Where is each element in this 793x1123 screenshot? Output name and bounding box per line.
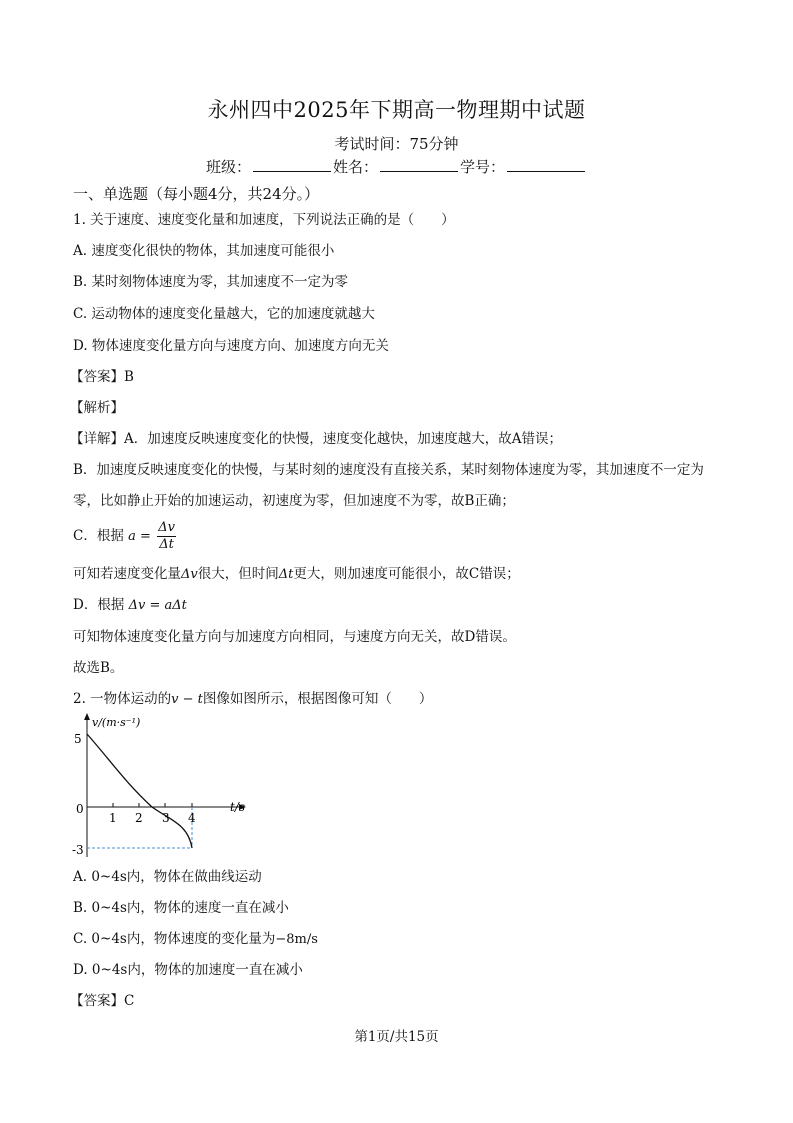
x-tick-label: 4 [188, 811, 196, 825]
q2-option-a: A. 0~4s内，物体在做曲线运动 [73, 869, 262, 885]
text-span: C. 0~4s内，物体速度的变化量为 [73, 931, 276, 947]
x-tick-label: 1 [109, 811, 117, 825]
q1-answer: 【答案】B [70, 369, 134, 385]
q1-option-c: C. 运动物体的速度变化量越大，它的加速度就越大 [73, 306, 375, 322]
vt-symbol: v − t [171, 692, 203, 707]
text-span: 可知若速度变化量 [73, 566, 181, 582]
text-span: D．根据 [73, 597, 125, 613]
x-tick-label: 3 [162, 811, 170, 825]
text-span: 2. 一物体运动的 [73, 691, 172, 707]
name-label: 姓名： [332, 158, 378, 176]
q1-detail-b2: 零，比如静止开始的加速运动，初速度为零，但加速度不为零，故B正确； [73, 493, 515, 509]
delta-v: Δv [181, 567, 198, 582]
q1-detail-c [73, 520, 176, 553]
q1-option-b: B. 某时刻物体速度为零，其加速度不一定为零 [73, 274, 349, 290]
student-info-line [0, 156, 793, 177]
section-heading: 一、单选题（每小题4分，共24分。） [73, 185, 320, 203]
id-label: 学号： [460, 158, 506, 176]
y-axis-label: v/(m·s⁻¹) [92, 716, 141, 729]
q2-option-c [73, 929, 318, 950]
vt-graph [70, 712, 260, 860]
formula-numerator: Δv [158, 520, 175, 535]
q1-option-a: A. 速度变化很快的物体，其加速度可能很小 [73, 243, 335, 259]
y-tick-label: 0 [76, 802, 84, 816]
x-axis-label: t/s [230, 800, 246, 814]
x-tick-label: 2 [135, 811, 143, 825]
q1-option-d: D. 物体速度变化量方向与速度方向、加速度方向无关 [73, 338, 389, 354]
name-blank [380, 157, 458, 172]
q2-stem [73, 689, 432, 710]
q1-detail-a: 【详解】A．加速度反映速度变化的快慢，速度变化越快，加速度越大，故A错误； [70, 431, 562, 447]
y-tick-label: -3 [72, 843, 84, 857]
text-span: 图像如图所示，根据图像可知（ ） [202, 691, 433, 707]
q1-stem: 1. 关于速度、速度变化量和加速度，下列说法正确的是（ ） [73, 212, 455, 228]
q1-detail-b1: B．加速度反映速度变化的快慢，与某时刻的速度没有直接关系，某时刻物体速度为零，其加速度不一定为 [73, 462, 704, 478]
q1-detail-c-prefix: C．根据 [73, 528, 124, 544]
text-span: 更大，则加速度可能很小，故C错误； [293, 566, 520, 582]
formula-fraction [157, 520, 176, 553]
class-blank [253, 157, 331, 172]
formula-dv-at: Δv = aΔt [128, 598, 187, 613]
delta-v-value: −8m/s [275, 932, 318, 947]
velocity-curve [87, 734, 192, 848]
formula-a-lhs: a = [128, 529, 151, 544]
delta-t: Δt [278, 567, 294, 582]
q2-answer: 【答案】C [70, 993, 135, 1009]
id-blank [507, 157, 585, 172]
page-footer: 第1页/共15页 [354, 1029, 439, 1045]
q1-analysis-label: 【解析】 [70, 400, 124, 416]
text-span: 很大，但时间 [197, 566, 279, 582]
y-axis-arrow [84, 713, 90, 720]
y-tick-label: 5 [74, 732, 82, 746]
exam-time: 考试时间：75分钟 [334, 135, 459, 153]
class-label: 班级： [205, 158, 251, 176]
q2-option-b: B. 0~4s内，物体的速度一直在减小 [73, 900, 289, 916]
q1-detail-d [73, 595, 187, 616]
q1-detail-d2: 可知物体速度变化量方向与加速度方向相同，与速度方向无关，故D错误。 [73, 629, 516, 645]
q2-option-d: D. 0~4s内，物体的加速度一直在减小 [73, 962, 303, 978]
q1-conclusion: 故选B。 [73, 660, 124, 676]
page-title: 永州四中2025年下期高一物理期中试题 [207, 98, 586, 122]
formula-denominator: Δt [159, 537, 174, 552]
q1-detail-c2 [73, 564, 520, 585]
